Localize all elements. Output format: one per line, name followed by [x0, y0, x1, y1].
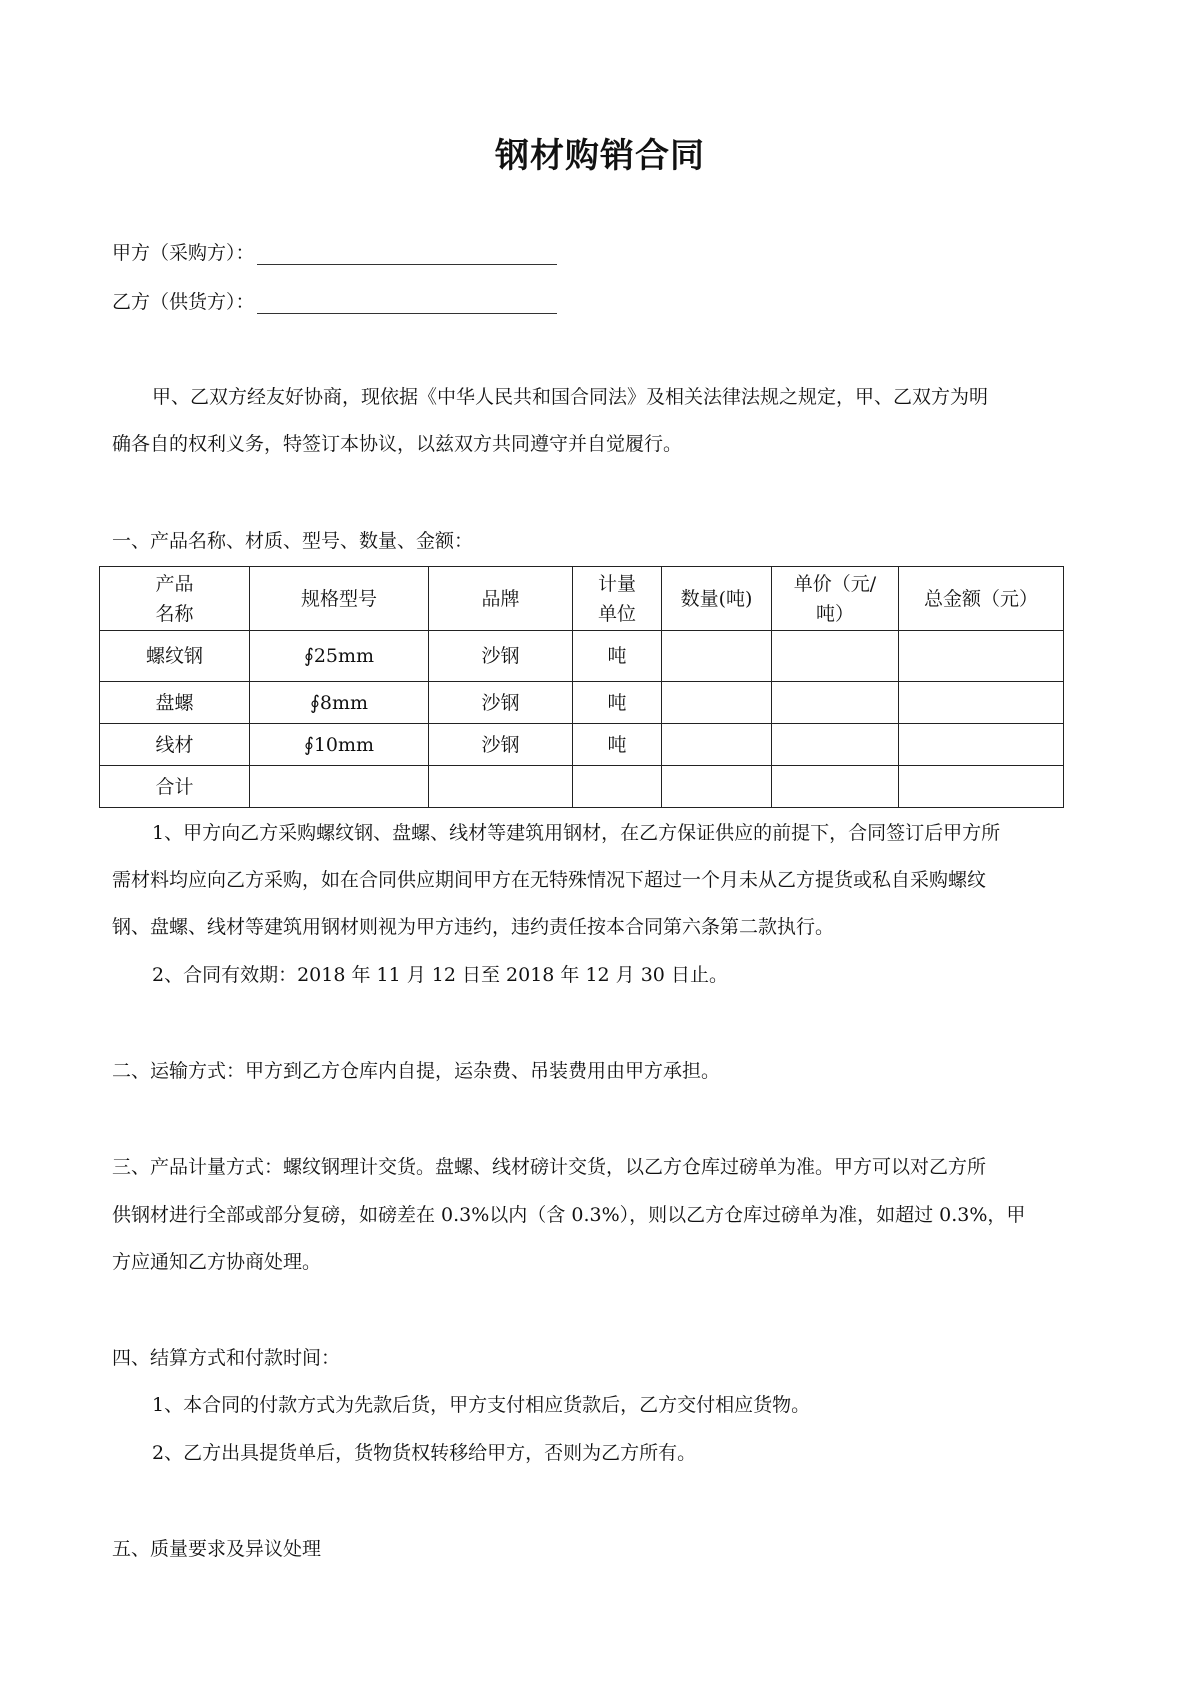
- header-product-name-line1: 产品: [155, 572, 194, 595]
- cell-brand: 沙钢: [429, 682, 573, 724]
- cell-quantity[interactable]: [662, 631, 772, 682]
- document-title: 钢材购销合同: [495, 136, 705, 176]
- cell-spec[interactable]: [250, 766, 429, 808]
- preamble-line-2: 确各自的权利义务，特签订本协议，以兹双方共同遵守并自觉履行。: [112, 433, 683, 455]
- cell-unit: 吨: [573, 631, 662, 682]
- header-spec: 规格型号: [250, 567, 429, 631]
- header-product-name-line2: 名称: [155, 602, 194, 625]
- header-unit-line1: 计量: [597, 572, 636, 595]
- cell-unit-price[interactable]: [772, 631, 899, 682]
- header-quantity: 数量(吨): [662, 567, 772, 631]
- section-3-line-2: 供钢材进行全部或部分复磅，如磅差在 0.3%以内（含 0.3%），则以乙方仓库过磅单为准，如超过 0.3%，甲: [112, 1204, 1026, 1226]
- cell-brand: 沙钢: [429, 631, 573, 682]
- cell-unit: 吨: [573, 724, 662, 766]
- section-5-heading: 五、质量要求及异议处理: [112, 1538, 322, 1560]
- cell-unit: 吨: [573, 682, 662, 724]
- cell-total[interactable]: [899, 631, 1064, 682]
- cell-unit-price[interactable]: [772, 682, 899, 724]
- cell-total[interactable]: [899, 682, 1064, 724]
- cell-name: 线材: [100, 724, 250, 766]
- cell-spec: ∮10mm: [250, 724, 429, 766]
- cell-name: 合计: [100, 766, 250, 808]
- party-b-blank[interactable]: [257, 295, 557, 314]
- clause-1-line-2: 需材料均应向乙方采购，如在合同供应期间甲方在无特殊情况下超过一个月未从乙方提货或私自采购螺纹: [112, 869, 987, 891]
- cell-unit-price[interactable]: [772, 766, 899, 808]
- cell-quantity[interactable]: [662, 766, 772, 808]
- section-3-line-1: 三、产品计量方式：螺纹钢理计交货。盘螺、线材磅计交货，以乙方仓库过磅单为准。甲方可以对乙方所: [112, 1156, 987, 1178]
- cell-unit[interactable]: [573, 766, 662, 808]
- section-2-transport: 二、运输方式：甲方到乙方仓库内自提，运杂费、吊装费用由甲方承担。: [112, 1060, 721, 1082]
- section-4-item-2: 2、乙方出具提货单后，货物货权转移给甲方，否则为乙方所有。: [152, 1442, 697, 1464]
- party-b-label: 乙方（供货方）：: [112, 291, 255, 313]
- clause-1-line-3: 钢、盘螺、线材等建筑用钢材则视为甲方违约，违约责任按本合同第六条第二款执行。: [112, 916, 835, 938]
- header-unit-line2: 单位: [597, 602, 636, 625]
- header-unit-price-line2: 吨）: [815, 602, 854, 625]
- product-table: [99, 566, 1064, 808]
- table-total-row: [100, 766, 1064, 808]
- cell-brand[interactable]: [429, 766, 573, 808]
- table-row: [100, 631, 1064, 682]
- header-product-name: [100, 567, 250, 631]
- cell-name: 螺纹钢: [100, 631, 250, 682]
- header-unit: [573, 567, 662, 631]
- header-unit-price-line1: 单价（元/: [793, 572, 877, 595]
- table-row: [100, 682, 1064, 724]
- header-brand: 品牌: [429, 567, 573, 631]
- table-header-row: [100, 567, 1064, 631]
- party-a-blank[interactable]: [257, 246, 557, 265]
- cell-quantity[interactable]: [662, 724, 772, 766]
- preamble-line-1: 甲、乙双方经友好协商，现依据《中华人民共和国合同法》及相关法律法规之规定，甲、乙双方为明: [152, 386, 989, 408]
- cell-name: 盘螺: [100, 682, 250, 724]
- party-a-line: [112, 238, 557, 265]
- clause-2: 2、合同有效期：2018 年 11 月 12 日至 2018 年 12 月 30 日止。: [152, 964, 728, 986]
- section-4-item-1: 1、本合同的付款方式为先款后货，甲方支付相应货款后，乙方交付相应货物。: [152, 1394, 811, 1416]
- clause-1-line-1: 1、甲方向乙方采购螺纹钢、盘螺、线材等建筑用钢材，在乙方保证供应的前提下，合同签订后甲方所: [152, 822, 1001, 844]
- party-a-label: 甲方（采购方）：: [112, 242, 255, 264]
- cell-total[interactable]: [899, 766, 1064, 808]
- cell-spec: ∮25mm: [250, 631, 429, 682]
- header-unit-price: [772, 567, 899, 631]
- table-row: [100, 724, 1064, 766]
- header-total-amount: 总金额（元）: [899, 567, 1064, 631]
- section-4-heading: 四、结算方式和付款时间：: [112, 1347, 341, 1369]
- section-3-line-3: 方应通知乙方协商处理。: [112, 1251, 322, 1273]
- cell-total[interactable]: [899, 724, 1064, 766]
- section-1-heading: 一、产品名称、材质、型号、数量、金额：: [112, 530, 474, 552]
- cell-spec: ∮8mm: [250, 682, 429, 724]
- cell-unit-price[interactable]: [772, 724, 899, 766]
- cell-brand: 沙钢: [429, 724, 573, 766]
- cell-quantity[interactable]: [662, 682, 772, 724]
- party-b-line: [112, 287, 557, 314]
